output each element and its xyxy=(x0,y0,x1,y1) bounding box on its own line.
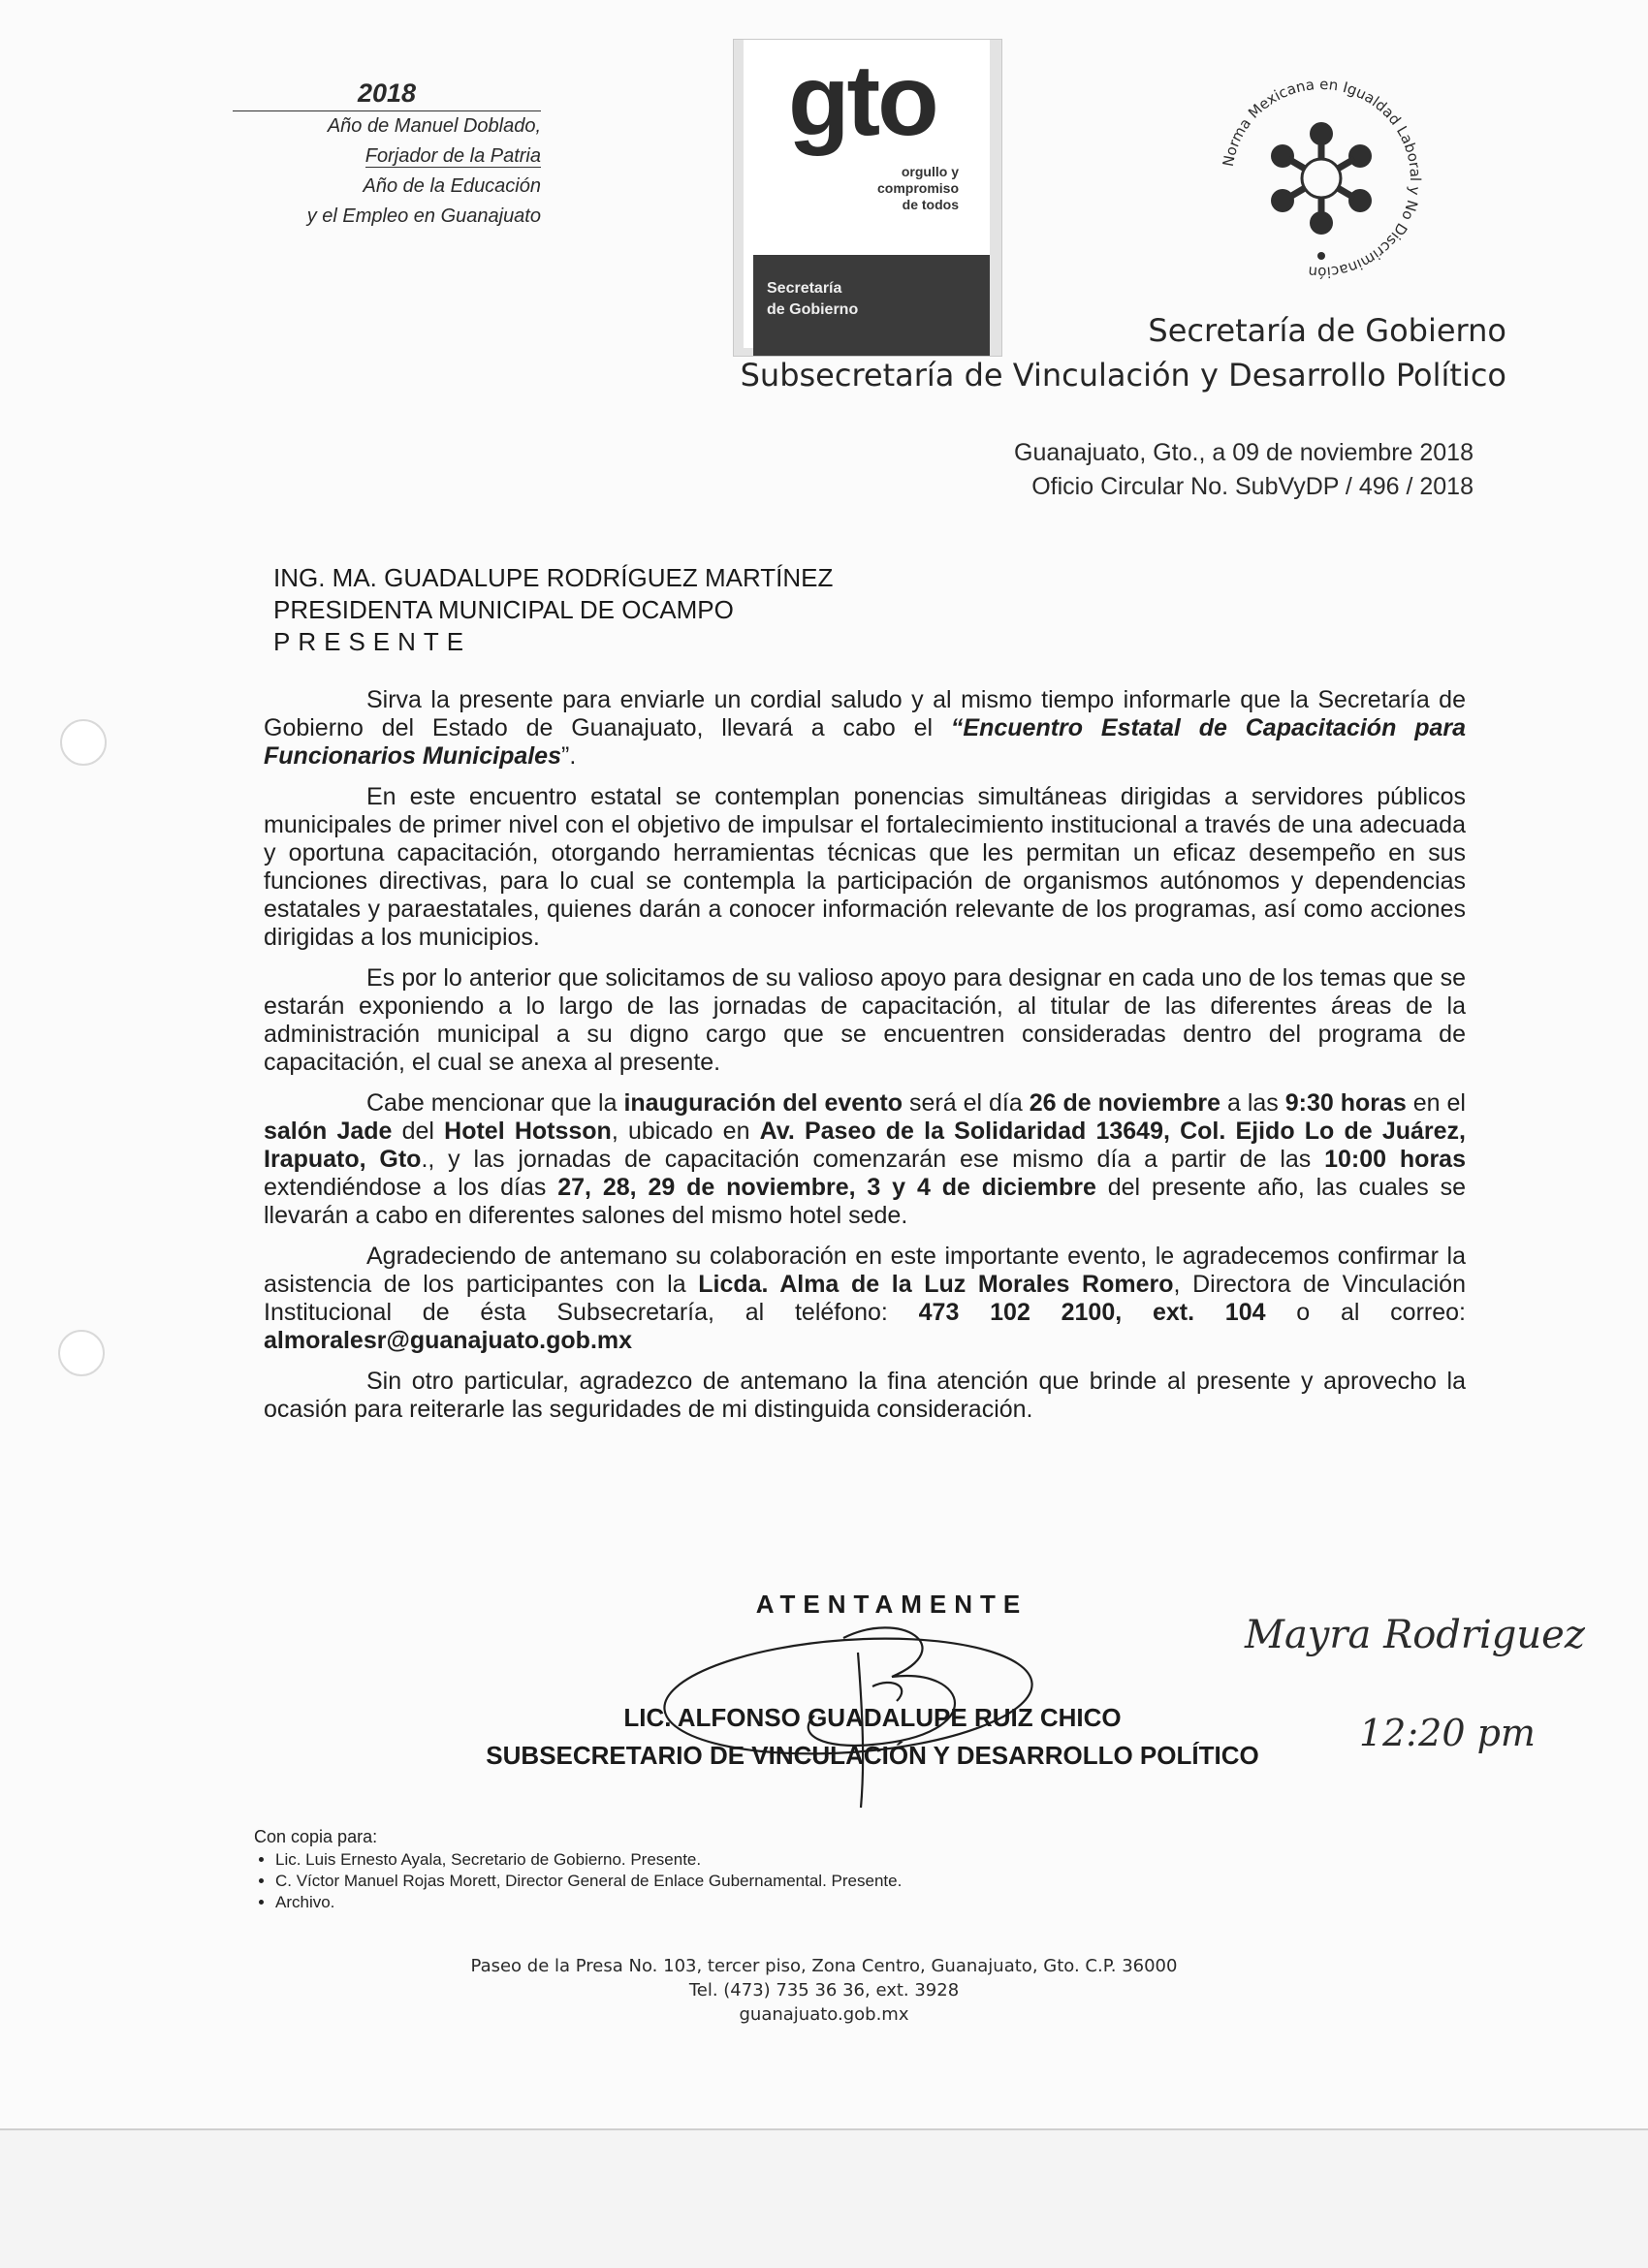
motto-line-1: Año de Manuel Doblado, xyxy=(327,115,541,137)
place-date: Guanajuato, Gto., a 09 de noviembre 2018 xyxy=(1014,439,1474,466)
footer-website: guanajuato.gob.mx xyxy=(739,2004,909,2025)
text-run: , Directora de Vinculación Institucional de ésta Subsecretaría, al teléfono: xyxy=(264,1271,1466,1326)
scanner-background xyxy=(0,2130,1648,2268)
motto-line-3: Año de la Educación xyxy=(363,175,541,197)
copies-label: Con copia para: xyxy=(254,1827,378,1846)
body-paragraph xyxy=(264,1368,1466,1424)
addressee-presente: PRESENTE xyxy=(273,627,472,656)
copy-recipient: • Archivo. xyxy=(275,1892,902,1913)
copies-block xyxy=(254,1826,902,1913)
body-paragraph xyxy=(264,1089,1466,1230)
text-run: Sirva la presente para enviarle un cordial saludo y al mismo tiempo informarle que la Secretaría de Gobierno del Estado de Guanajuato, llevará a cabo el xyxy=(264,686,1466,741)
commemorative-year-block xyxy=(233,76,541,232)
text-run: 27, 28, 29 de noviembre, 3 y 4 de diciembre xyxy=(557,1174,1096,1201)
punch-hole-bottom xyxy=(58,1330,105,1376)
text-run: En este encuentro estatal se contemplan ponencias simultáneas dirigidas a servidores públicos municipales de primer nivel con el objetivo de impulsar el fortalecimiento institucional a través de una adecuada y oportuna capacitación, otorgando herramientas técnicas que les permitan un eficaz desempeño en sus funciones directivas, para lo cual se contempla la participación de organismos autónomos y dependencias estatales y paraestatales, quienes darán a conocer información relevante de los programas, así como acciones dirigidas a los municipios. xyxy=(264,783,1466,951)
sub-org-name: Subsecretaría de Vinculación y Desarrollo Político xyxy=(740,357,1506,394)
text-run: ., y las jornadas de capacitación comenzarán ese mismo día a partir de las xyxy=(421,1146,1325,1173)
text-run: Cabe mencionar que la xyxy=(366,1089,624,1117)
text-run: en el xyxy=(1406,1089,1466,1117)
punch-hole-top xyxy=(60,719,107,766)
text-run: Hotel Hotsson xyxy=(444,1118,612,1145)
text-run: Licda. Alma de la Luz Morales Romero xyxy=(698,1271,1174,1298)
letter-body xyxy=(264,686,1466,1436)
body-paragraph xyxy=(264,1243,1466,1355)
footer-address: Paseo de la Presa No. 103, tercer piso, Zona Centro, Guanajuato, Gto. C.P. 36000 xyxy=(470,1956,1178,1976)
year-label: 2018 xyxy=(233,76,541,111)
gto-logo xyxy=(733,39,1002,357)
footer-phone: Tel. (473) 735 36 36, ext. 3928 xyxy=(688,1980,960,2000)
svg-text:Norma Mexicana en Igualdad Lab xyxy=(1220,76,1424,281)
text-run: inauguración del evento xyxy=(623,1089,903,1117)
text-run: 473 102 2100, ext. 104 xyxy=(918,1299,1266,1326)
received-by-handwriting: Mayra Rodriguez xyxy=(1245,1613,1585,1657)
date-reference-block xyxy=(1014,436,1474,504)
text-run: almoralesr@guanajuato.gob.mx xyxy=(264,1327,633,1354)
logo-tagline: orgullo y compromiso de todos xyxy=(876,164,959,212)
motto-line-2: Forjador de la Patria xyxy=(364,145,541,167)
reference-number: Oficio Circular No. SubVyDP / 496 / 2018 xyxy=(1031,473,1474,500)
text-run: 26 de noviembre xyxy=(1029,1089,1221,1117)
closing-block xyxy=(427,1590,1318,1771)
addressee-name: ING. MA. GUADALUPE RODRÍGUEZ MARTÍNEZ xyxy=(273,563,834,592)
body-paragraph xyxy=(264,686,1466,771)
text-run: a las xyxy=(1220,1089,1285,1117)
text-run: o al correo: xyxy=(1265,1299,1466,1326)
equality-seal-logo xyxy=(1212,62,1431,299)
text-run: 10:00 horas xyxy=(1324,1146,1466,1173)
received-time-handwriting: 12:20 pm xyxy=(1359,1712,1536,1754)
salutation: ATENTAMENTE xyxy=(755,1590,1029,1619)
addressee-block xyxy=(273,562,833,658)
text-run: Agradeciendo de antemano su colaboración en este importante evento, le agradecemos confirmar la asistencia de los participantes con la xyxy=(264,1243,1466,1298)
text-run: Es por lo anterior que solicitamos de su valioso apoyo para designar en cada uno de los temas que se estarán exponiendo a lo largo de las jornadas de capacitación, al titular de las diferentes áreas de la administración municipal a su digno cargo que se encuentren consideradas dentro del programa de capacitación, el cual se anexa al presente. xyxy=(264,964,1466,1076)
signer-title: SUBSECRETARIO DE VINCULACIÓN Y DESARROLLO POLÍTICO xyxy=(486,1741,1259,1770)
text-run: del presente año, las cuales se llevarán a cabo en diferentes salones del mismo hotel sede. xyxy=(264,1174,1466,1229)
text-run: será el día xyxy=(903,1089,1030,1117)
logo-band-line-2: de Gobierno xyxy=(767,301,859,318)
motto-line-4: y el Empleo en Guanajuato xyxy=(306,205,541,227)
text-run: Sin otro particular, agradezco de antemano la fina atención que brinde al presente y aprovecho la ocasión para reiterarle las seguridades de mi distinguida consideración. xyxy=(264,1368,1466,1423)
org-name: Secretaría de Gobierno xyxy=(1148,312,1506,349)
logo-mark: gto xyxy=(788,45,936,157)
seal-ring-text: Norma Mexicana en Igualdad Laboral y No Discriminación xyxy=(1219,75,1425,282)
text-run: extendiéndose a los días xyxy=(264,1174,558,1201)
text-run: “Encuentro Estatal de Capacitación para Funcionarios Municipales xyxy=(264,714,1466,770)
body-paragraph xyxy=(264,964,1466,1077)
body-paragraph xyxy=(264,783,1466,952)
logo-band-line-1: Secretaría xyxy=(767,280,842,297)
text-run: 9:30 horas xyxy=(1284,1089,1407,1117)
text-run: salón Jade xyxy=(264,1118,393,1145)
addressee-position: PRESIDENTA MUNICIPAL DE OCAMPO xyxy=(273,595,734,624)
text-run: Av. Paseo de la Solidaridad 13649, Col. Ejido Lo de Juárez, Irapuato, Gto xyxy=(264,1118,1466,1173)
text-run: , ubicado en xyxy=(611,1118,760,1145)
copy-recipient: • Lic. Luis Ernesto Ayala, Secretario de Gobierno. Presente. xyxy=(275,1849,902,1871)
copy-recipient: • C. Víctor Manuel Rojas Morett, Director General de Enlace Gubernamental. Presente. xyxy=(275,1871,902,1892)
footer xyxy=(0,1954,1648,2027)
text-run: del xyxy=(392,1118,445,1145)
signer-name: LIC. ALFONSO GUADALUPE RUIZ CHICO xyxy=(623,1703,1122,1732)
text-run: ”. xyxy=(561,742,577,770)
